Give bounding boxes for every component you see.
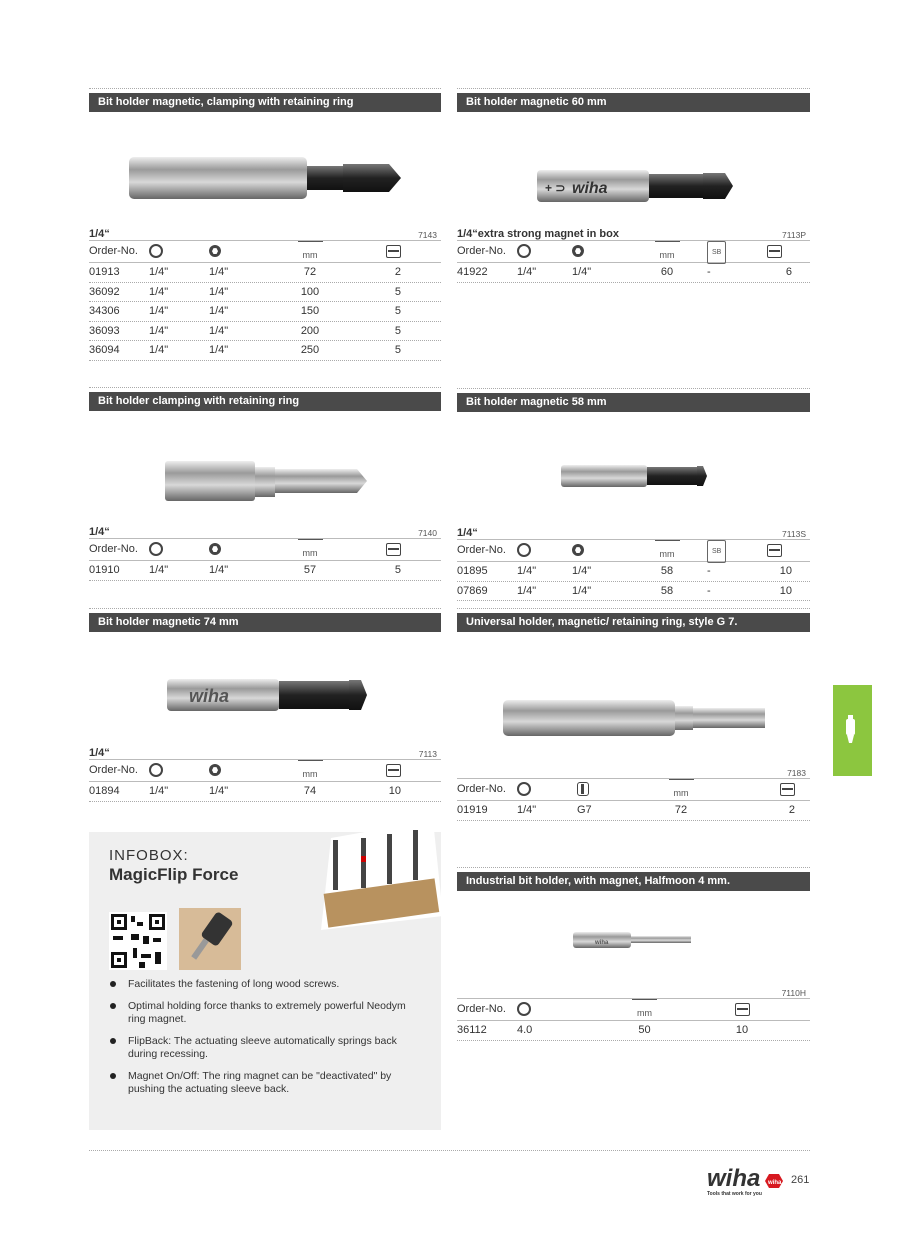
- table-cell: 10: [779, 565, 792, 577]
- logo-text: wiha: [707, 1165, 761, 1192]
- pack-quantity-icon: [386, 543, 401, 556]
- table-cell: 150: [300, 305, 320, 317]
- length-mm-icon: mm: [637, 999, 652, 1024]
- bit-holder-image: [457, 632, 810, 758]
- table-cell: 250: [300, 344, 320, 356]
- pack-quantity-icon: [767, 245, 782, 258]
- table-cell: 5: [394, 285, 401, 298]
- drive-size: 1/4“: [89, 228, 110, 240]
- table-cell: 01919: [457, 804, 488, 816]
- table-cell: 1/4": [572, 565, 592, 577]
- hex-drive-icon: [209, 764, 221, 776]
- table-cell: 1/4": [149, 305, 169, 317]
- hex-drive-icon: [572, 544, 584, 556]
- infobox-bullets: [109, 978, 419, 1105]
- table-cell: 74: [303, 785, 317, 797]
- table-cell: 36094: [89, 344, 120, 356]
- spec-line: [457, 519, 810, 540]
- bit-holder-image: [89, 411, 441, 518]
- table-row: [89, 322, 441, 342]
- table-cell: 2: [394, 266, 401, 278]
- table-cell: 1/4": [209, 305, 229, 317]
- article-code: 7113S: [782, 529, 806, 539]
- section-title: Bit holder magnetic 74 mm: [89, 613, 441, 632]
- table-row: [457, 801, 810, 821]
- table-cell: -: [707, 565, 711, 577]
- section-title: Bit holder magnetic, clamping with retaining ring: [89, 93, 441, 112]
- section-universal-holder-g7: [457, 608, 810, 821]
- table-cell: 5: [394, 324, 401, 337]
- table-cell: 1/4": [149, 785, 169, 797]
- hex-drive-icon: [572, 245, 584, 257]
- infobox-label: INFOBOX:: [109, 847, 189, 864]
- table-row: [457, 582, 810, 602]
- product-image: [89, 632, 441, 739]
- section-bit-holder-58mm: [457, 388, 810, 601]
- table-row: [89, 263, 441, 283]
- section-title: Bit holder clamping with retaining ring: [89, 392, 441, 411]
- table-cell: 72: [303, 266, 317, 278]
- table-cell: 5: [394, 305, 401, 317]
- svg-text:wiha: wiha: [572, 180, 608, 197]
- table-cell: 58: [660, 565, 674, 577]
- list-item: Magnet On/Off: The ring magnet can be "deactivated" by pushing the actuating sleeve back.: [109, 1070, 419, 1097]
- table-row: [457, 1021, 810, 1041]
- product-image: [457, 891, 810, 978]
- section-title: Universal holder, magnetic/ retaining ring, style G 7.: [457, 613, 810, 632]
- table-cell: 2: [788, 804, 795, 816]
- pack-quantity-icon: [767, 544, 782, 557]
- ring-icon: [517, 244, 531, 258]
- wiha-emblem-icon: [765, 1174, 783, 1188]
- infobox: [89, 832, 441, 1130]
- table-cell: 10: [388, 785, 401, 797]
- table-cell: 72: [674, 804, 688, 816]
- article-code: 7183: [787, 768, 806, 778]
- svg-text:wiha: wiha: [768, 1180, 782, 1186]
- table-cell: 36112: [457, 1024, 487, 1036]
- g7-drive-icon: [577, 782, 589, 796]
- section-bit-holder-74mm: [89, 608, 441, 802]
- drive-size: 1/4“: [457, 527, 478, 539]
- section-industrial-bit-holder: [457, 867, 810, 1041]
- bit-holder-image: [457, 112, 810, 220]
- divider: [457, 388, 810, 389]
- table-cell: 34306: [89, 305, 120, 317]
- spec-line: [457, 220, 810, 241]
- section-title: Industrial bit holder, with magnet, Halfmoon 4 mm.: [457, 872, 810, 891]
- brand-logo: [707, 1165, 782, 1197]
- table-row: [89, 782, 441, 802]
- page-number: 261: [791, 1174, 810, 1186]
- article-code: 7140: [418, 528, 437, 538]
- bit-holder-image: [457, 412, 810, 519]
- table-row: [89, 341, 441, 361]
- ring-icon: [149, 763, 163, 777]
- pack-quantity-icon: [386, 764, 401, 777]
- table-cell: 1/4": [209, 285, 229, 298]
- footer-divider: [89, 1150, 810, 1151]
- table-cell: 1/4": [572, 584, 592, 597]
- order-no-header: Order-No.: [89, 764, 138, 776]
- table-header: [89, 539, 441, 561]
- product-image: [457, 412, 810, 519]
- length-mm-icon: mm: [303, 539, 318, 564]
- table-cell: 36093: [89, 324, 120, 337]
- drive-size: 1/4“extra strong magnet in box: [457, 228, 619, 240]
- table-cell: 1/4": [517, 266, 537, 278]
- screwdriver-photo: [179, 908, 241, 970]
- bit-holder-image: [89, 632, 441, 739]
- table-cell: 01894: [89, 785, 120, 797]
- ring-icon: [517, 782, 531, 796]
- table-cell: 5: [394, 564, 401, 576]
- spec-line: [89, 739, 441, 760]
- list-item: Facilitates the fastening of long wood screws.: [109, 978, 419, 992]
- table-cell: 60: [660, 266, 674, 278]
- table-cell: 41922: [457, 266, 488, 278]
- divider: [457, 88, 810, 89]
- table-cell: 1/4": [149, 285, 169, 298]
- ring-icon: [149, 542, 163, 556]
- table-cell: 1/4": [517, 584, 537, 597]
- table-cell: 10: [735, 1024, 749, 1036]
- table-cell: 1/4": [149, 564, 169, 576]
- qr-code-icon: [109, 912, 167, 970]
- section-bit-holder-clamping: [89, 387, 441, 581]
- hex-drive-icon: [209, 245, 221, 257]
- spec-line: [89, 220, 441, 241]
- length-mm-icon: mm: [660, 241, 675, 266]
- section-title: Bit holder magnetic 60 mm: [457, 93, 810, 112]
- order-no-header: Order-No.: [457, 245, 506, 257]
- product-image: [89, 411, 441, 518]
- chapter-tab: [833, 685, 872, 776]
- table-header: [457, 241, 810, 263]
- sb-pack-icon: SB: [707, 241, 726, 264]
- product-image: [89, 112, 441, 220]
- table-row: [89, 302, 441, 322]
- table-cell: 200: [300, 324, 320, 337]
- order-no-header: Order-No.: [457, 1003, 506, 1015]
- infobox-title: MagicFlip Force: [109, 865, 239, 884]
- divider: [89, 387, 441, 388]
- section-title: Bit holder magnetic 58 mm: [457, 393, 810, 412]
- ring-icon: [517, 543, 531, 557]
- pack-quantity-icon: [735, 1003, 750, 1016]
- hex-drive-icon: [209, 543, 221, 555]
- table-cell: 100: [300, 285, 320, 298]
- article-code: 7113: [418, 749, 437, 759]
- bit-holder-image: [457, 891, 810, 978]
- article-code: 7113P: [782, 230, 806, 240]
- table-header: [457, 540, 810, 562]
- table-cell: 4.0: [517, 1024, 533, 1036]
- table-cell: 10: [779, 584, 792, 597]
- bit-holder-tab-icon: [833, 685, 872, 776]
- product-image: [457, 112, 810, 220]
- table-cell: 01910: [89, 564, 120, 576]
- screwdrivers-in-wood-photo: [321, 820, 443, 938]
- ring-icon: [149, 244, 163, 258]
- divider: [457, 608, 810, 609]
- divider: [457, 867, 810, 868]
- table-cell: 1/4": [149, 344, 169, 356]
- spec-line: [457, 978, 810, 999]
- table-cell: 1/4": [517, 565, 537, 577]
- table-row: [89, 283, 441, 303]
- drive-size: 1/4“: [89, 747, 110, 759]
- table-cell: G7: [577, 804, 592, 816]
- table-cell: 1/4": [209, 344, 229, 356]
- pack-quantity-icon: [780, 783, 795, 796]
- length-mm-icon: mm: [674, 779, 689, 804]
- table-cell: 57: [303, 564, 317, 576]
- article-code: 7110H: [781, 988, 806, 998]
- order-no-header: Order-No.: [89, 245, 138, 257]
- order-no-header: Order-No.: [457, 544, 506, 556]
- table-cell: 07869: [457, 584, 488, 597]
- table-row: [89, 561, 441, 581]
- table-header: [457, 999, 810, 1021]
- section-bit-holder-magnetic-clamping: [89, 88, 441, 361]
- table-cell: 01913: [89, 266, 120, 278]
- divider: [89, 88, 441, 89]
- logo-tagline: Tools that work for you: [707, 1191, 762, 1197]
- table-cell: 1/4": [572, 266, 592, 278]
- table-cell: 1/4": [517, 804, 537, 816]
- table-cell: 50: [638, 1024, 651, 1036]
- table-header: [89, 760, 441, 782]
- list-item: Optimal holding force thanks to extremely powerful Neodym ring magnet.: [109, 1000, 419, 1027]
- length-mm-icon: mm: [303, 760, 318, 785]
- table-cell: 1/4": [149, 324, 169, 337]
- table-cell: 1/4": [149, 266, 169, 278]
- table-cell: 1/4": [209, 785, 229, 797]
- length-mm-icon: mm: [660, 540, 675, 565]
- table-cell: 6: [785, 266, 792, 278]
- product-image: [457, 632, 810, 758]
- table-cell: 01895: [457, 565, 488, 577]
- table-header: [457, 779, 810, 801]
- svg-text:+ ⊃: + ⊃: [545, 181, 566, 195]
- table-row: [457, 562, 810, 582]
- sb-pack-icon: SB: [707, 540, 726, 563]
- table-cell: 58: [660, 584, 674, 597]
- bit-holder-image: [89, 112, 441, 220]
- svg-text:wiha: wiha: [189, 686, 230, 706]
- svg-text:wiha: wiha: [595, 940, 609, 946]
- table-row: [457, 263, 810, 283]
- order-no-header: Order-No.: [457, 783, 506, 795]
- table-cell: 1/4": [209, 324, 229, 337]
- spec-line: [457, 758, 810, 779]
- order-no-header: Order-No.: [89, 543, 138, 555]
- table-cell: -: [707, 584, 711, 597]
- pack-quantity-icon: [386, 245, 401, 258]
- table-cell: 1/4": [209, 266, 229, 278]
- table-header: [89, 241, 441, 263]
- table-cell: -: [707, 266, 711, 278]
- list-item: FlipBack: The actuating sleeve automatically springs back during recessing.: [109, 1035, 419, 1062]
- divider: [89, 608, 441, 609]
- article-code: 7143: [418, 230, 437, 240]
- table-cell: 5: [394, 344, 401, 356]
- drive-size: 1/4“: [89, 526, 110, 538]
- section-bit-holder-60mm: [457, 88, 810, 283]
- length-mm-icon: mm: [303, 241, 318, 266]
- table-cell: 36092: [89, 285, 120, 298]
- table-cell: 1/4": [209, 564, 229, 576]
- ring-icon: [517, 1002, 531, 1016]
- spec-line: [89, 518, 441, 539]
